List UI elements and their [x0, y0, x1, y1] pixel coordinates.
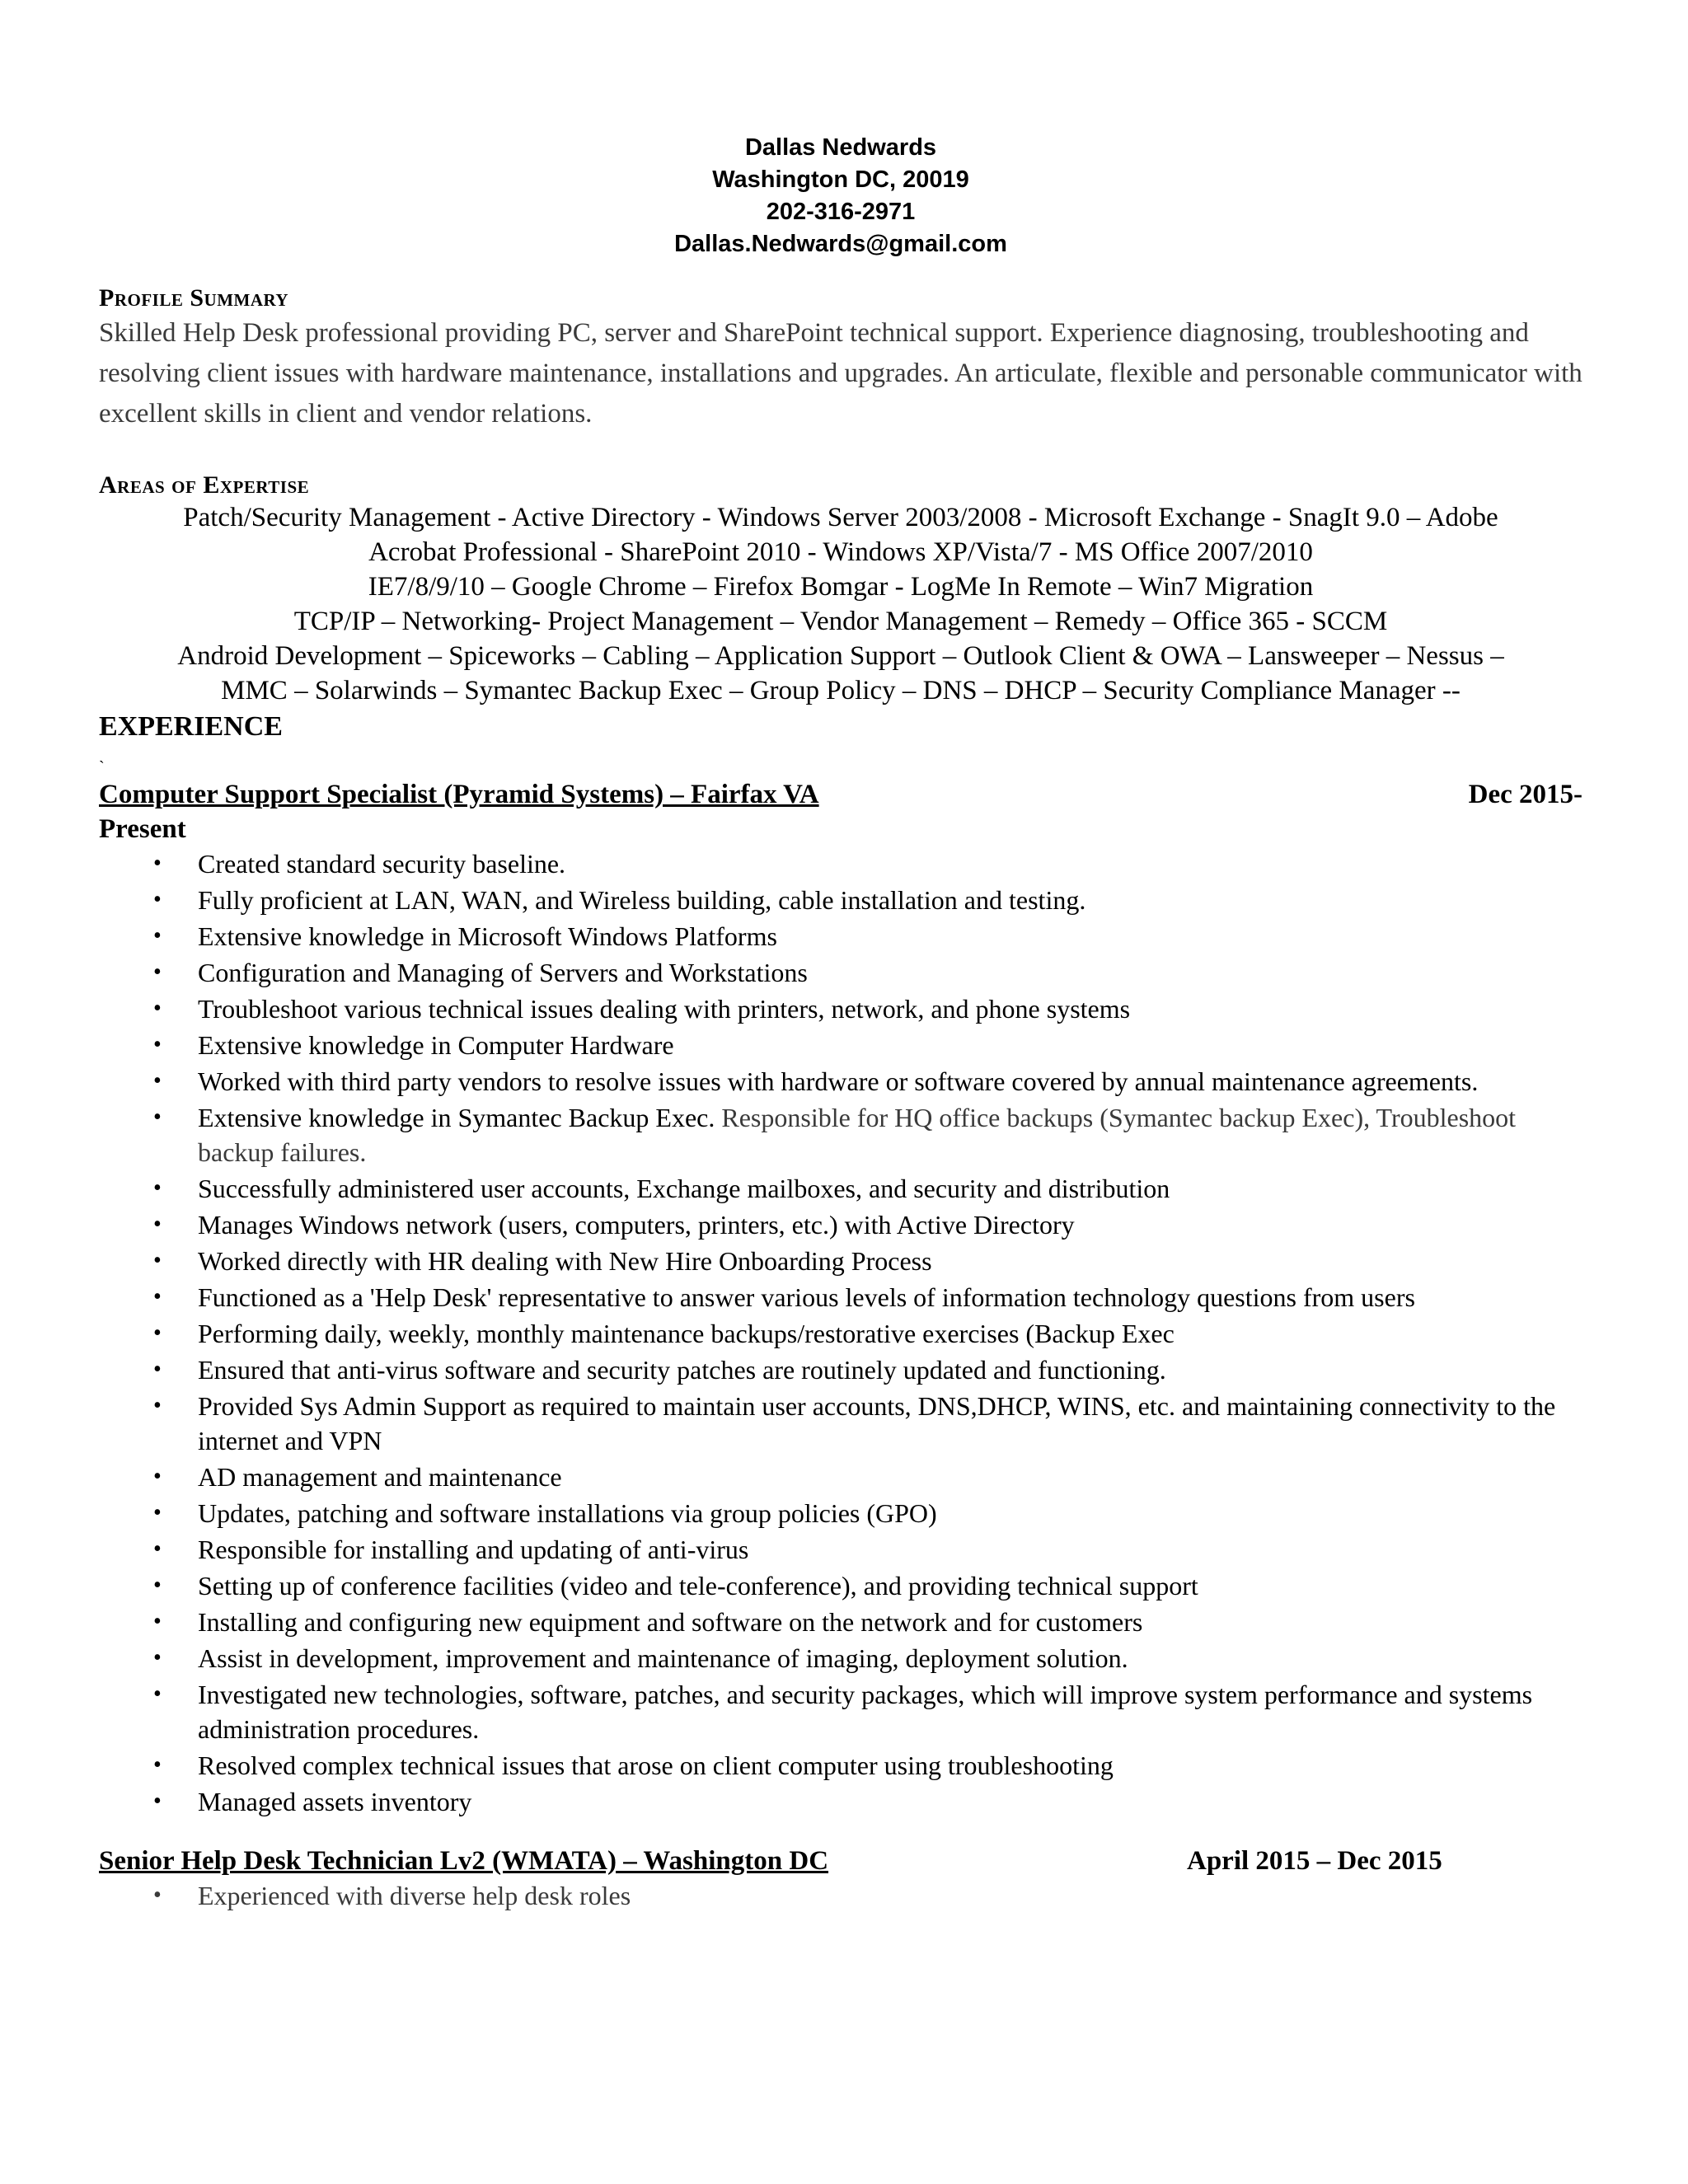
bullet-text: Worked with third party vendors to resolve issues with hardware or software covered by annual maintenance agreements.: [198, 1066, 1479, 1096]
list-item: [99, 1677, 1582, 1746]
bullet-text-extra: Responsible for HQ office backups (Symantec backup Exec), Troubleshoot backup failures.: [198, 1103, 1517, 1167]
candidate-email: Dallas.Nedwards@gmail.com: [674, 231, 1007, 257]
bullet-icon: •: [153, 1393, 162, 1418]
bullet-icon: •: [153, 996, 162, 1021]
bullet-text: Assist in development, improvement and maintenance of imaging, deployment solution.: [198, 1643, 1128, 1673]
list-item: [99, 1532, 1582, 1567]
list-item: [99, 1460, 1582, 1494]
bullet-icon: •: [153, 1212, 162, 1237]
bullet-icon: •: [153, 959, 162, 985]
job-date-continued: Present: [99, 814, 186, 844]
bullet-text: Extensive knowledge in Microsoft Windows Platforms: [198, 921, 777, 951]
areas-of-expertise-list: [99, 500, 1582, 708]
stray-tick-mark: `: [99, 758, 105, 776]
bullet-text: Performing daily, weekly, monthly maintenance backups/restorative exercises (Backup Exec: [198, 1319, 1175, 1348]
job-date: April 2015 – Dec 2015: [1187, 1846, 1442, 1876]
job-header: [99, 777, 1582, 812]
list-item: [99, 1171, 1582, 1206]
list-item: [99, 1568, 1582, 1603]
job-bullet-list: [99, 846, 1582, 1819]
bullet-icon: •: [153, 1609, 162, 1634]
bullet-text: Manages Windows network (users, computers, printers, etc.) with Active Directory: [198, 1210, 1075, 1240]
list-item: [99, 1641, 1582, 1675]
list-item: [99, 883, 1582, 917]
bullet-text: Investigated new technologies, software, patches, and security packages, which will improve system performance and systems administration procedures.: [198, 1680, 1533, 1744]
bullet-text: Worked directly with HR dealing with New Hire Onboarding Process: [198, 1246, 932, 1276]
bullet-text: Functioned as a 'Help Desk' representative to answer various levels of information technology questions from users: [198, 1282, 1415, 1312]
bullet-icon: •: [153, 887, 162, 912]
bullet-icon: •: [153, 1175, 162, 1201]
profile-summary-title: Profile Summary: [99, 284, 289, 312]
expertise-line: Acrobat Professional - SharePoint 2010 - Windows XP/Vista/7 - MS Office 2007/2010: [368, 537, 1313, 567]
expertise-line: MMC – Solarwinds – Symantec Backup Exec – Group Policy – DNS – DHCP – Security Compliance Manager --: [221, 676, 1461, 705]
job-date: Dec 2015-: [1468, 780, 1582, 809]
job-title: Computer Support Specialist (Pyramid Systems) – Fairfax VA: [99, 780, 819, 809]
bullet-text: Fully proficient at LAN, WAN, and Wireless building, cable installation and testing.: [198, 885, 1086, 915]
candidate-location: Washington DC, 20019: [712, 166, 969, 193]
list-item: [99, 1280, 1582, 1315]
bullet-icon: •: [153, 1248, 162, 1273]
list-item: [99, 919, 1582, 954]
bullet-icon: •: [153, 1068, 162, 1094]
bullet-icon: •: [153, 1357, 162, 1382]
list-item: [99, 1878, 1582, 1913]
list-item: [99, 1064, 1582, 1099]
list-item: [99, 955, 1582, 990]
list-item: [99, 1207, 1582, 1242]
list-item: [99, 1316, 1582, 1351]
bullet-icon: •: [153, 1536, 162, 1562]
expertise-line: Patch/Security Management - Active Directory - Windows Server 2003/2008 - Microsoft Exchange - SnagIt 9.0 – Adobe: [183, 503, 1498, 532]
candidate-phone: 202-316-2971: [766, 199, 916, 225]
list-item: [99, 1352, 1582, 1387]
bullet-icon: •: [153, 1464, 162, 1489]
expertise-line: Android Development – Spiceworks – Cabling – Application Support – Outlook Client & OWA – Lansweeper – Nessus –: [177, 641, 1504, 671]
resume-header: [99, 132, 1582, 260]
bullet-icon: •: [153, 851, 162, 876]
bullet-icon: •: [153, 1104, 162, 1130]
bullet-text: Setting up of conference facilities (video and tele-conference), and providing technical support: [198, 1571, 1198, 1601]
bullet-icon: •: [153, 1572, 162, 1598]
bullet-icon: •: [153, 1788, 162, 1814]
list-item: [99, 1748, 1582, 1783]
list-item: [99, 991, 1582, 1026]
bullet-text: Troubleshoot various technical issues dealing with printers, network, and phone systems: [198, 994, 1131, 1024]
list-item: [99, 846, 1582, 881]
expertise-line: TCP/IP – Networking- Project Management – Vendor Management – Remedy – Office 365 - SCCM: [293, 607, 1388, 636]
bullet-text: AD management and maintenance: [198, 1462, 562, 1492]
areas-of-expertise-title: Areas of Expertise: [99, 471, 310, 499]
bullet-text: Provided Sys Admin Support as required to maintain user accounts, DNS,DHCP, WINS, etc. and maintaining connectivity to the internet and VPN: [198, 1391, 1556, 1455]
bullet-icon: •: [153, 1882, 162, 1908]
bullet-text: Ensured that anti-virus software and security patches are routinely updated and functioning.: [198, 1355, 1166, 1385]
bullet-text: Configuration and Managing of Servers and Workstations: [198, 958, 808, 987]
job-title: Senior Help Desk Technician Lv2 (WMATA) – Washington DC: [99, 1846, 829, 1876]
bullet-text: Extensive knowledge in Computer Hardware: [198, 1030, 674, 1060]
bullet-text: Experienced with diverse help desk roles: [198, 1881, 631, 1910]
bullet-icon: •: [153, 1500, 162, 1526]
bullet-icon: •: [153, 923, 162, 949]
bullet-icon: •: [153, 1681, 162, 1707]
bullet-text: Created standard security baseline.: [198, 849, 566, 879]
list-item: [99, 1496, 1582, 1530]
resume-page: [99, 132, 1582, 1915]
bullet-icon: •: [153, 1752, 162, 1778]
list-item: [99, 1028, 1582, 1062]
bullet-text: Resolved complex technical issues that arose on client computer using troubleshooting: [198, 1750, 1114, 1780]
bullet-text: Successfully administered user accounts, Exchange mailboxes, and security and distribution: [198, 1174, 1170, 1203]
job-header: [99, 1844, 1582, 1878]
bullet-icon: •: [153, 1320, 162, 1346]
candidate-name: Dallas Nedwards: [744, 134, 937, 161]
bullet-icon: •: [153, 1032, 162, 1057]
bullet-text: Responsible for installing and updating of anti-virus: [198, 1535, 749, 1564]
profile-summary-text: Skilled Help Desk professional providing PC, server and SharePoint technical support. Experience diagnosing, troubleshooting and resolving client issues with hardware maintenance, installations and upgrades. An articulate, flexible and personable communicator with excellent skills in client and vendor relations.: [99, 318, 1582, 429]
experience-title: EXPERIENCE: [99, 711, 283, 742]
list-item: [99, 1784, 1582, 1819]
bullet-icon: •: [153, 1284, 162, 1310]
list-item: [99, 1605, 1582, 1639]
list-item: [99, 1244, 1582, 1278]
expertise-line: IE7/8/9/10 – Google Chrome – Firefox Bomgar - LogMe In Remote – Win7 Migration: [368, 572, 1314, 602]
bullet-text: Managed assets inventory: [198, 1787, 472, 1816]
bullet-text: Installing and configuring new equipment and software on the network and for customers: [198, 1607, 1143, 1637]
job-bullet-list: [99, 1878, 1582, 1913]
bullet-text: Extensive knowledge in Symantec Backup Exec.: [198, 1103, 715, 1132]
bullet-text: Updates, patching and software installations via group policies (GPO): [198, 1498, 937, 1528]
list-item: [99, 1389, 1582, 1458]
bullet-icon: •: [153, 1645, 162, 1671]
list-item: [99, 1100, 1582, 1169]
